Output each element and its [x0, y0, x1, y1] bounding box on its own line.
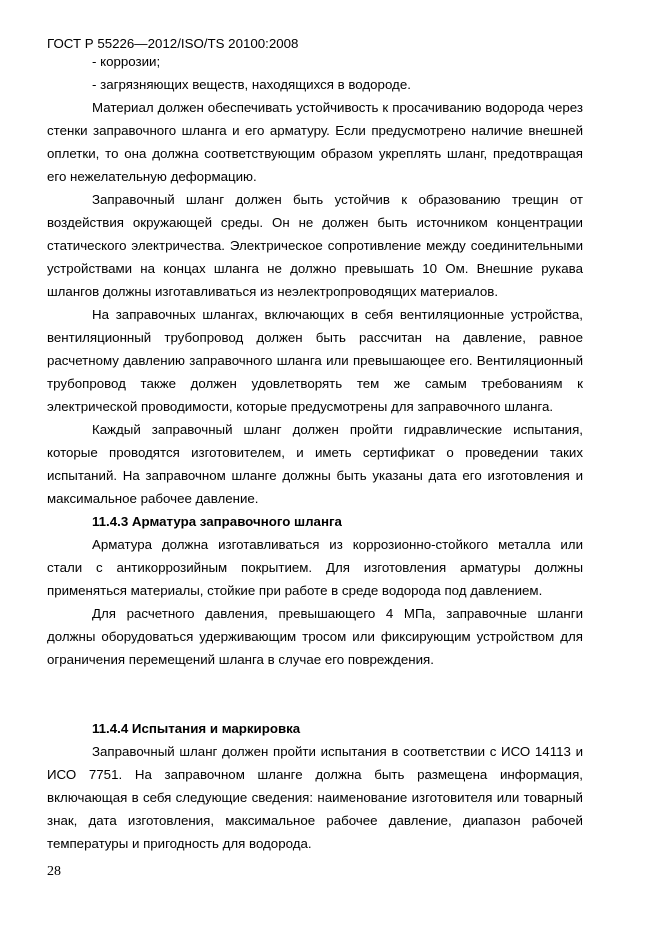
section-gap: [47, 671, 583, 717]
list-item-contaminants: - загрязняющих веществ, находящихся в водороде.: [92, 77, 411, 92]
paragraph-fittings-material: Арматура должна изготавливаться из коррозионно-стойкого металла или стали с антикоррозийным покрытием. Для изготовления арматуры должны применяться материалы, стойкие при работе в среде водорода под давлением.: [47, 537, 583, 598]
document-header: ГОСТ Р 55226—2012/ISO/TS 20100:2008: [47, 36, 299, 51]
paragraph-restraint-cable: Для расчетного давления, превышающего 4 МПа, заправочные шланги должны оборудоваться удерживающим тросом или фиксирующим устройством для ограничения перемещений шланга в случае его повреждения.: [47, 606, 583, 667]
paragraph-testing-marking: Заправочный шланг должен пройти испытания в соответствии с ИСО 14113 и ИСО 7751. На заправочном шланге должна быть размещена информация, включающая в себя следующие сведения: наименование изготовителя или товарный знак, дата изготовления, максимальное рабочее давление, диапазон рабочей температуры и пригодность для водорода.: [47, 744, 583, 851]
paragraph-cracking: Заправочный шланг должен быть устойчив к образованию трещин от воздействия окружающей среды. Он не должен быть источником концентрации статического электричества. Электрическое сопротивление между соединительными устройствами на концах шланга не должно превышать 10 Ом. Внешние рукава шлангов должны изготавливаться из неэлектропроводящих материалов.: [47, 192, 583, 299]
paragraph-hydraulic-test: Каждый заправочный шланг должен пройти гидравлические испытания, которые проводятся изготовителем, и иметь сертификат о проведении таких испытаний. На заправочном шланге должны быть указаны дата его изготовления и максимальное рабочее давление.: [47, 422, 583, 506]
list-item-corrosion: - коррозии;: [92, 54, 161, 69]
paragraph-material: Материал должен обеспечивать устойчивость к просачиванию водорода через стенки заправочного шланга и его арматуру. Если предусмотрено наличие внешней оплетки, то она должна соответствующим образом укреплять шланг, предотвращая его нежелательную деформацию.: [47, 100, 583, 184]
section-heading-11-4-4: 11.4.4 Испытания и маркировка: [92, 721, 301, 736]
page-number: 28: [47, 864, 61, 879]
page-content: [47, 50, 583, 855]
paragraph-venting: На заправочных шлангах, включающих в себя вентиляционные устройства, вентиляционный трубопровод должен быть рассчитан на давление, равное расчетному давлению заправочного шланга или превышающее его. Вентиляционный трубопровод также должен удовлетворять тем же самым требованиям к электрической проводимости, которые предусмотрены для заправочного шланга.: [47, 307, 583, 414]
section-heading-11-4-3: 11.4.3 Арматура заправочного шланга: [92, 514, 342, 529]
